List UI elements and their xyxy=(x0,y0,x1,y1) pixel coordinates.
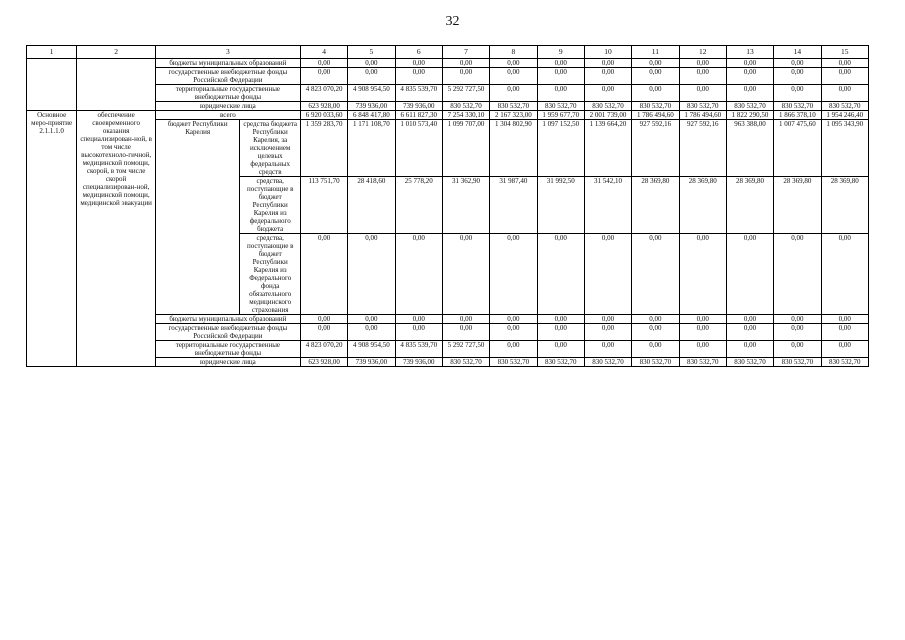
value-cell: 0,00 xyxy=(442,234,489,315)
source-label: средства бюджета Республики Карелия, за исключением целевых федеральных средств xyxy=(240,120,300,177)
value-cell: 0,00 xyxy=(821,324,868,341)
value-cell: 963 388,00 xyxy=(726,120,773,177)
source-label: средства, поступающие в бюджет Республики Карелия из федерального бюджета xyxy=(240,177,300,234)
value-cell: 1 171 108,70 xyxy=(348,120,395,177)
value-cell: 830 532,70 xyxy=(679,102,726,111)
value-cell: 0,00 xyxy=(537,59,584,68)
value-cell: 0,00 xyxy=(584,341,631,358)
value-cell: 0,00 xyxy=(490,234,537,315)
value-cell: 0,00 xyxy=(490,324,537,341)
value-cell: 830 532,70 xyxy=(821,102,868,111)
value-cell: 0,00 xyxy=(726,315,773,324)
value-cell: 4 908 954,50 xyxy=(348,85,395,102)
value-cell: 4 823 070,20 xyxy=(300,341,347,358)
value-cell: 0,00 xyxy=(632,234,679,315)
value-cell: 0,00 xyxy=(490,68,537,85)
value-cell: 0,00 xyxy=(726,234,773,315)
value-cell: 830 532,70 xyxy=(442,358,489,367)
value-cell: 28 418,60 xyxy=(348,177,395,234)
value-cell: 0,00 xyxy=(300,59,347,68)
value-cell: 1 786 494,60 xyxy=(632,111,679,120)
value-cell: 830 532,70 xyxy=(632,358,679,367)
value-cell: 0,00 xyxy=(584,68,631,85)
value-cell: 0,00 xyxy=(679,59,726,68)
source-label: юридические лица xyxy=(155,358,300,367)
value-cell: 1 099 707,00 xyxy=(442,120,489,177)
value-cell: 927 592,16 xyxy=(632,120,679,177)
column-number: 13 xyxy=(726,46,773,59)
value-cell: 0,00 xyxy=(821,234,868,315)
value-cell: 0,00 xyxy=(490,315,537,324)
value-cell: 0,00 xyxy=(774,341,821,358)
value-cell: 0,00 xyxy=(442,68,489,85)
value-cell: 739 936,00 xyxy=(348,102,395,111)
value-cell: 830 532,70 xyxy=(726,358,773,367)
value-cell: 7 254 330,10 xyxy=(442,111,489,120)
value-cell: 28 369,80 xyxy=(774,177,821,234)
value-cell: 0,00 xyxy=(821,59,868,68)
value-cell: 830 532,70 xyxy=(442,102,489,111)
value-cell: 0,00 xyxy=(821,68,868,85)
value-cell: 0,00 xyxy=(632,315,679,324)
column-number: 10 xyxy=(584,46,631,59)
value-cell: 0,00 xyxy=(537,341,584,358)
empty-name-cell xyxy=(77,59,156,111)
source-label: юридические лица xyxy=(155,102,300,111)
value-cell: 31 987,40 xyxy=(490,177,537,234)
value-cell: 0,00 xyxy=(774,59,821,68)
value-cell: 0,00 xyxy=(679,68,726,85)
value-cell: 0,00 xyxy=(726,341,773,358)
value-cell: 0,00 xyxy=(584,85,631,102)
value-cell: 0,00 xyxy=(395,234,442,315)
value-cell: 0,00 xyxy=(490,341,537,358)
value-cell: 6 848 417,80 xyxy=(348,111,395,120)
value-cell: 1 866 378,10 xyxy=(774,111,821,120)
value-cell: 28 369,80 xyxy=(821,177,868,234)
source-label: территориальные государственные внебюджетные фонды xyxy=(155,85,300,102)
column-number: 15 xyxy=(821,46,868,59)
value-cell: 830 532,70 xyxy=(537,358,584,367)
value-cell: 0,00 xyxy=(726,68,773,85)
source-label: государственные внебюджетные фонды Российской Федерации xyxy=(155,68,300,85)
value-cell: 0,00 xyxy=(632,85,679,102)
value-cell: 1 010 573,40 xyxy=(395,120,442,177)
value-cell: 1 139 664,20 xyxy=(584,120,631,177)
table-row xyxy=(27,59,869,68)
value-cell: 5 292 727,50 xyxy=(442,85,489,102)
value-cell: 28 369,80 xyxy=(726,177,773,234)
value-cell: 739 936,00 xyxy=(348,358,395,367)
value-cell: 0,00 xyxy=(584,59,631,68)
value-cell: 5 292 727,50 xyxy=(442,341,489,358)
value-cell: 830 532,70 xyxy=(679,358,726,367)
value-cell: 0,00 xyxy=(300,234,347,315)
source-label: бюджеты муниципальных образований xyxy=(155,59,300,68)
value-cell: 0,00 xyxy=(300,315,347,324)
value-cell: 830 532,70 xyxy=(632,102,679,111)
value-cell: 0,00 xyxy=(490,85,537,102)
value-cell: 0,00 xyxy=(821,341,868,358)
value-cell: 1 304 802,90 xyxy=(490,120,537,177)
value-cell: 6 611 827,30 xyxy=(395,111,442,120)
value-cell: 0,00 xyxy=(632,68,679,85)
value-cell: 31 992,50 xyxy=(537,177,584,234)
value-cell: 0,00 xyxy=(348,234,395,315)
value-cell: 0,00 xyxy=(821,85,868,102)
value-cell: 739 936,00 xyxy=(395,102,442,111)
value-cell: 830 532,70 xyxy=(490,102,537,111)
value-cell: 2 167 323,00 xyxy=(490,111,537,120)
value-cell: 830 532,70 xyxy=(774,358,821,367)
value-cell: 0,00 xyxy=(774,85,821,102)
value-cell: 1 959 677,70 xyxy=(537,111,584,120)
value-cell: 0,00 xyxy=(774,234,821,315)
value-cell: 0,00 xyxy=(679,341,726,358)
value-cell: 0,00 xyxy=(442,324,489,341)
value-cell: 31 542,10 xyxy=(584,177,631,234)
value-cell: 0,00 xyxy=(537,234,584,315)
column-number: 1 xyxy=(27,46,77,59)
program-financing-table xyxy=(26,45,869,367)
value-cell: 0,00 xyxy=(679,234,726,315)
column-number: 3 xyxy=(155,46,300,59)
column-number: 4 xyxy=(300,46,347,59)
value-cell: 0,00 xyxy=(726,324,773,341)
value-cell: 0,00 xyxy=(632,341,679,358)
value-cell: 28 369,80 xyxy=(632,177,679,234)
value-cell: 4 835 539,70 xyxy=(395,85,442,102)
value-cell: 1 095 343,90 xyxy=(821,120,868,177)
value-cell: 2 001 739,00 xyxy=(584,111,631,120)
value-cell: 25 778,20 xyxy=(395,177,442,234)
source-label: бюджеты муниципальных образований xyxy=(155,315,300,324)
source-label: средства, поступающие в бюджет Республики Карелия из Федерального фонда обязательного медицинского страхования xyxy=(240,234,300,315)
source-label: территориальные государственные внебюджетные фонды xyxy=(155,341,300,358)
value-cell: 830 532,70 xyxy=(584,102,631,111)
value-cell: 1 097 152,50 xyxy=(537,120,584,177)
value-cell: 0,00 xyxy=(442,315,489,324)
column-number: 7 xyxy=(442,46,489,59)
column-number: 6 xyxy=(395,46,442,59)
table-row xyxy=(27,111,869,120)
value-cell: 4 835 539,70 xyxy=(395,341,442,358)
value-cell: 0,00 xyxy=(774,324,821,341)
value-cell: 0,00 xyxy=(537,68,584,85)
column-number: 9 xyxy=(537,46,584,59)
value-cell: 4 908 954,50 xyxy=(348,341,395,358)
value-cell: 0,00 xyxy=(537,324,584,341)
value-cell: 0,00 xyxy=(584,324,631,341)
value-cell: 0,00 xyxy=(632,324,679,341)
value-cell: 28 369,80 xyxy=(679,177,726,234)
value-cell: 830 532,70 xyxy=(584,358,631,367)
column-number: 8 xyxy=(490,46,537,59)
value-cell: 0,00 xyxy=(537,315,584,324)
value-cell: 0,00 xyxy=(300,68,347,85)
value-cell: 0,00 xyxy=(584,234,631,315)
value-cell: 0,00 xyxy=(537,85,584,102)
page-number: 32 xyxy=(445,14,460,29)
value-cell: 0,00 xyxy=(300,324,347,341)
column-number: 12 xyxy=(679,46,726,59)
budget-rk-label: бюджет Республики Карелия xyxy=(155,120,240,315)
column-number: 11 xyxy=(632,46,679,59)
column-number: 2 xyxy=(77,46,156,59)
value-cell: 830 532,70 xyxy=(821,358,868,367)
value-cell: 0,00 xyxy=(726,85,773,102)
value-cell: 0,00 xyxy=(348,315,395,324)
value-cell: 0,00 xyxy=(348,324,395,341)
value-cell: 0,00 xyxy=(584,315,631,324)
value-cell: 1 954 246,40 xyxy=(821,111,868,120)
value-cell: 1 007 475,60 xyxy=(774,120,821,177)
event-code: Основное меро-приятие 2.1.1.1.0 xyxy=(27,111,77,367)
value-cell: 0,00 xyxy=(679,324,726,341)
empty-code-cell xyxy=(27,59,77,111)
value-cell: 830 532,70 xyxy=(774,102,821,111)
total-label: всего xyxy=(155,111,300,120)
value-cell: 0,00 xyxy=(679,85,726,102)
value-cell: 1 822 290,50 xyxy=(726,111,773,120)
value-cell: 0,00 xyxy=(395,59,442,68)
value-cell: 0,00 xyxy=(348,68,395,85)
value-cell: 927 592,16 xyxy=(679,120,726,177)
value-cell: 830 532,70 xyxy=(726,102,773,111)
value-cell: 1 786 494,60 xyxy=(679,111,726,120)
column-number-row xyxy=(27,46,869,59)
value-cell: 0,00 xyxy=(395,68,442,85)
value-cell: 0,00 xyxy=(679,315,726,324)
value-cell: 0,00 xyxy=(632,59,679,68)
value-cell: 0,00 xyxy=(442,59,489,68)
value-cell: 113 751,70 xyxy=(300,177,347,234)
value-cell: 739 936,00 xyxy=(395,358,442,367)
column-number: 5 xyxy=(348,46,395,59)
value-cell: 623 928,00 xyxy=(300,358,347,367)
value-cell: 1 359 283,70 xyxy=(300,120,347,177)
value-cell: 0,00 xyxy=(348,59,395,68)
value-cell: 623 928,00 xyxy=(300,102,347,111)
value-cell: 830 532,70 xyxy=(490,358,537,367)
value-cell: 6 920 033,60 xyxy=(300,111,347,120)
event-name: обеспечение своевременного оказания специализирован-ной, в том числе высокотехноло-гичной, медицинской помощи, скорой, в том числе скорой специализирован-ной, медицинской помощи, медицинской эвакуации xyxy=(77,111,156,367)
value-cell: 4 823 070,20 xyxy=(300,85,347,102)
value-cell: 0,00 xyxy=(774,315,821,324)
value-cell: 0,00 xyxy=(395,324,442,341)
value-cell: 0,00 xyxy=(395,315,442,324)
source-label: государственные внебюджетные фонды Российской Федерации xyxy=(155,324,300,341)
value-cell: 0,00 xyxy=(821,315,868,324)
column-number: 14 xyxy=(774,46,821,59)
value-cell: 0,00 xyxy=(726,59,773,68)
value-cell: 0,00 xyxy=(490,59,537,68)
value-cell: 31 362,90 xyxy=(442,177,489,234)
value-cell: 830 532,70 xyxy=(537,102,584,111)
value-cell: 0,00 xyxy=(774,68,821,85)
